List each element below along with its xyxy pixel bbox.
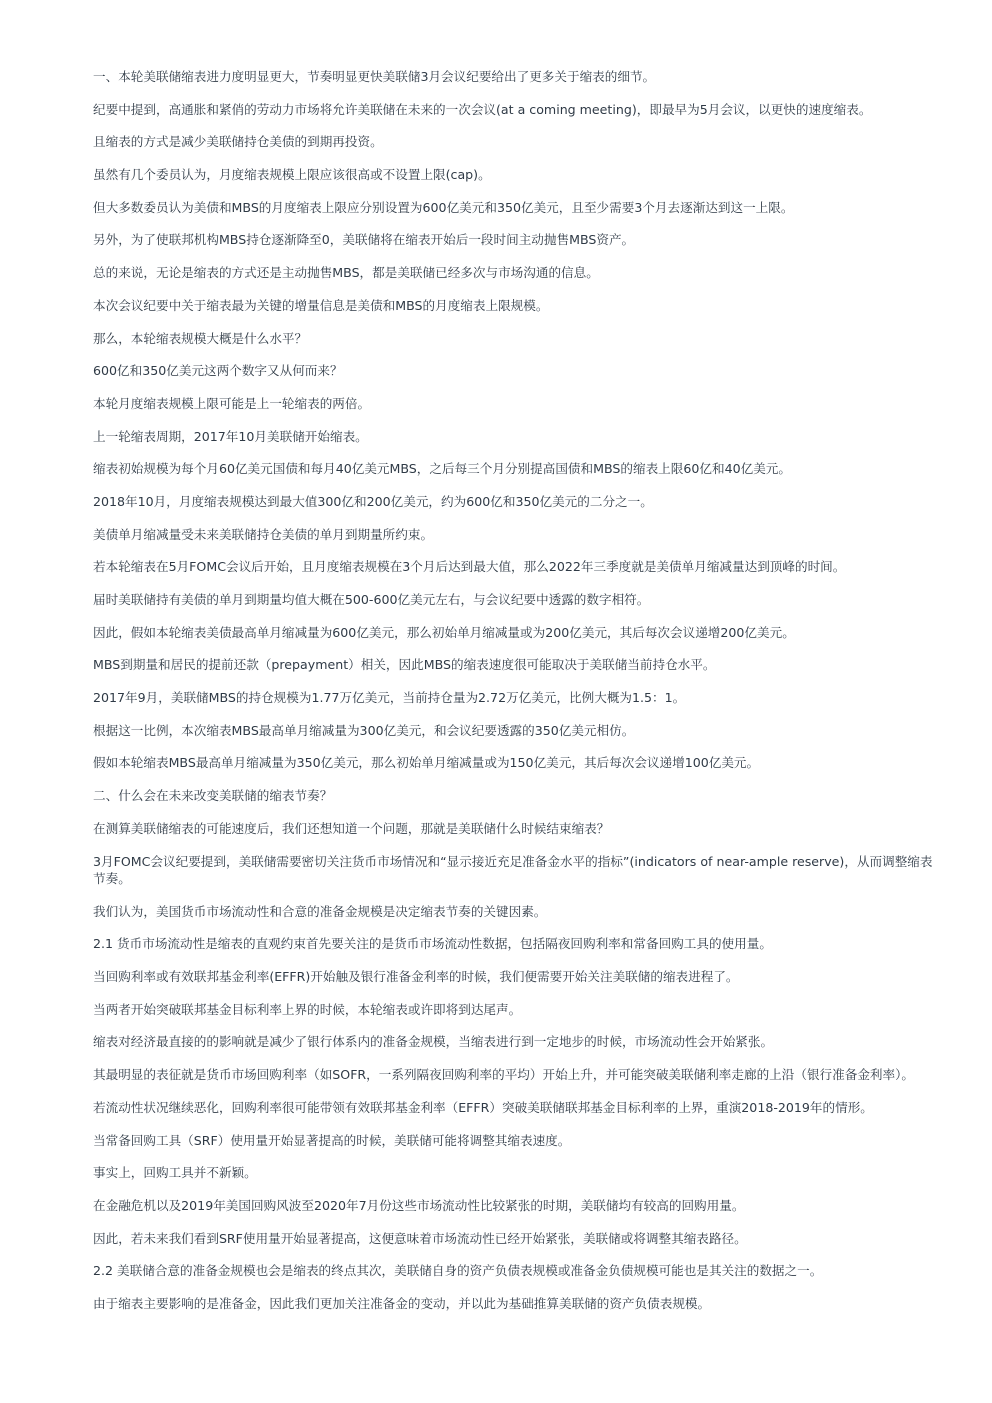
- paragraph: 2.2 美联储合意的准备金规模也会是缩表的终点其次，美联储自身的资产负债表规模或准备金负债规模可能也是其关注的数据之一。: [93, 1263, 823, 1279]
- paragraph: 2017年9月，美联储MBS的持仓规模为1.77万亿美元，当前持仓量为2.72万亿美元，比例大概为1.5：1。: [93, 690, 686, 706]
- paragraph: 假如本轮缩表MBS最高单月缩减量为350亿美元，那么初始单月缩减量或为150亿美元，其后每次会议递增100亿美元。: [93, 755, 760, 771]
- paragraph: 在测算美联储缩表的可能速度后，我们还想知道一个问题，那就是美联储什么时候结束缩表？: [93, 820, 610, 836]
- paragraph: 另外，为了使联邦机构MBS持仓逐渐降至0，美联储将在缩表开始后一段时间主动抛售MBS资产。: [93, 232, 635, 248]
- paragraph: 届时美联储持有美债的单月到期量均值大概在500-600亿美元左右，与会议纪要中透露的数字相符。: [93, 592, 650, 607]
- paragraph: MBS到期量和居民的提前还款（prepayment）相关，因此MBS的缩表速度很可能取决于美联储当前持仓水平。: [93, 657, 716, 673]
- paragraph: 纪要中提到，高通胀和紧俏的劳动力市场将允许美联储在未来的一次会议(at a coming meeting)，即最早为5月会议，以更快的速度缩表。: [93, 101, 872, 117]
- paragraph: 若本轮缩表在5月FOMC会议后开始，且月度缩表规模在3个月后达到最大值，那么2022年三季度就是美债单月缩减量达到顶峰的时间。: [93, 559, 846, 575]
- paragraph: 总的来说，无论是缩表的方式还是主动抛售MBS，都是美联储已经多次与市场沟通的信息。: [93, 265, 599, 281]
- paragraph: 但大多数委员认为美债和MBS的月度缩表上限应分别设置为600亿美元和350亿美元，且至少需要3个月去逐渐达到这一上限。: [93, 199, 794, 215]
- paragraph: 虽然有几个委员认为，月度缩表规模上限应该很高或不设置上限(cap)。: [93, 167, 491, 183]
- paragraph: 缩表初始规模为每个月60亿美元国债和每月40亿美元MBS，之后每三个月分别提高国债和MBS的缩表上限60亿和40亿美元。: [93, 461, 791, 477]
- paragraph: 缩表对经济最直接的的影响就是减少了银行体系内的准备金规模，当缩表进行到一定地步的时候，市场流动性会开始紧张。: [93, 1034, 774, 1050]
- paragraph: 若流动性状况继续恶化，回购利率很可能带领有效联邦基金利率（EFFR）突破美联储联邦基金目标利率的上界，重演2018-2019年的情形。: [93, 1099, 873, 1115]
- paragraph: 2.1 货币市场流动性是缩表的直观约束首先要关注的是货币市场流动性数据，包括隔夜回购利率和常备回购工具的使用量。: [93, 936, 772, 952]
- paragraph: 一、本轮美联储缩表进力度明显更大，节奏明显更快美联储3月会议纪要给出了更多关于缩表的细节。: [93, 69, 656, 84]
- paragraph: 3月FOMC会议纪要提到，美联储需要密切关注货币市场情况和“显示接近充足准备金水平的指标”(indicators of near-ample reserve)，从而调整缩表节奏。: [93, 853, 933, 886]
- paragraph: 美债单月缩减量受未来美联储持仓美债的单月到期量所约束。: [93, 526, 434, 542]
- paragraph: 2018年10月，月度缩表规模达到最大值300亿和200亿美元，约为600亿和350亿美元的二分之一。: [93, 493, 653, 509]
- paragraph: 因此，假如本轮缩表美债最高单月缩减量为600亿美元，那么初始单月缩减量或为200亿美元，其后每次会议递增200亿美元。: [93, 624, 795, 640]
- paragraph: 那么，本轮缩表规模大概是什么水平？: [93, 330, 308, 346]
- paragraph: 事实上，回购工具并不新颖。: [93, 1165, 257, 1181]
- paragraph: 在金融危机以及2019年美国回购风波至2020年7月份这些市场流动性比较紧张的时期，美联储均有较高的回购用量。: [93, 1197, 745, 1213]
- paragraph: 其最明显的表征就是货币市场回购利率（如SOFR，一系列隔夜回购利率的平均）开始上升，并可能突破美联储利率走廊的上沿（银行准备金利率）。: [93, 1067, 915, 1083]
- paragraph: 600亿和350亿美元这两个数字又从何而来？: [93, 363, 343, 379]
- paragraph: 本次会议纪要中关于缩表最为关键的增量信息是美债和MBS的月度缩表上限规模。: [93, 297, 549, 313]
- document-body: [93, 68, 943, 1328]
- paragraph: 我们认为，美国货币市场流动性和合意的准备金规模是决定缩表节奏的关键因素。: [93, 903, 547, 919]
- paragraph: 由于缩表主要影响的是准备金，因此我们更加关注准备金的变动，并以此为基础推算美联储的资产负债表规模。: [93, 1295, 711, 1311]
- paragraph: 且缩表的方式是减少美联储持仓美债的到期再投资。: [93, 134, 383, 150]
- paragraph: 二、什么会在未来改变美联储的缩表节奏？: [93, 788, 333, 804]
- paragraph: 当常备回购工具（SRF）使用量开始显著提高的时候，美联储可能将调整其缩表速度。: [93, 1132, 571, 1148]
- paragraph: 本轮月度缩表规模上限可能是上一轮缩表的两倍。: [93, 395, 371, 411]
- paragraph: 根据这一比例，本次缩表MBS最高单月缩减量为300亿美元，和会议纪要透露的350亿美元相仿。: [93, 722, 635, 738]
- paragraph: 当回购利率或有效联邦基金利率(EFFR)开始触及银行准备金利率的时候，我们便需要开始关注美联储的缩表进程了。: [93, 969, 739, 985]
- paragraph: 上一轮缩表周期，2017年10月美联储开始缩表。: [93, 428, 368, 444]
- paragraph: 当两者开始突破联邦基金目标利率上界的时候，本轮缩表或许即将到达尾声。: [93, 1001, 522, 1017]
- paragraph: 因此，若未来我们看到SRF使用量开始显著提高，这便意味着市场流动性已经开始紧张，美联储或将调整其缩表路径。: [93, 1230, 747, 1246]
